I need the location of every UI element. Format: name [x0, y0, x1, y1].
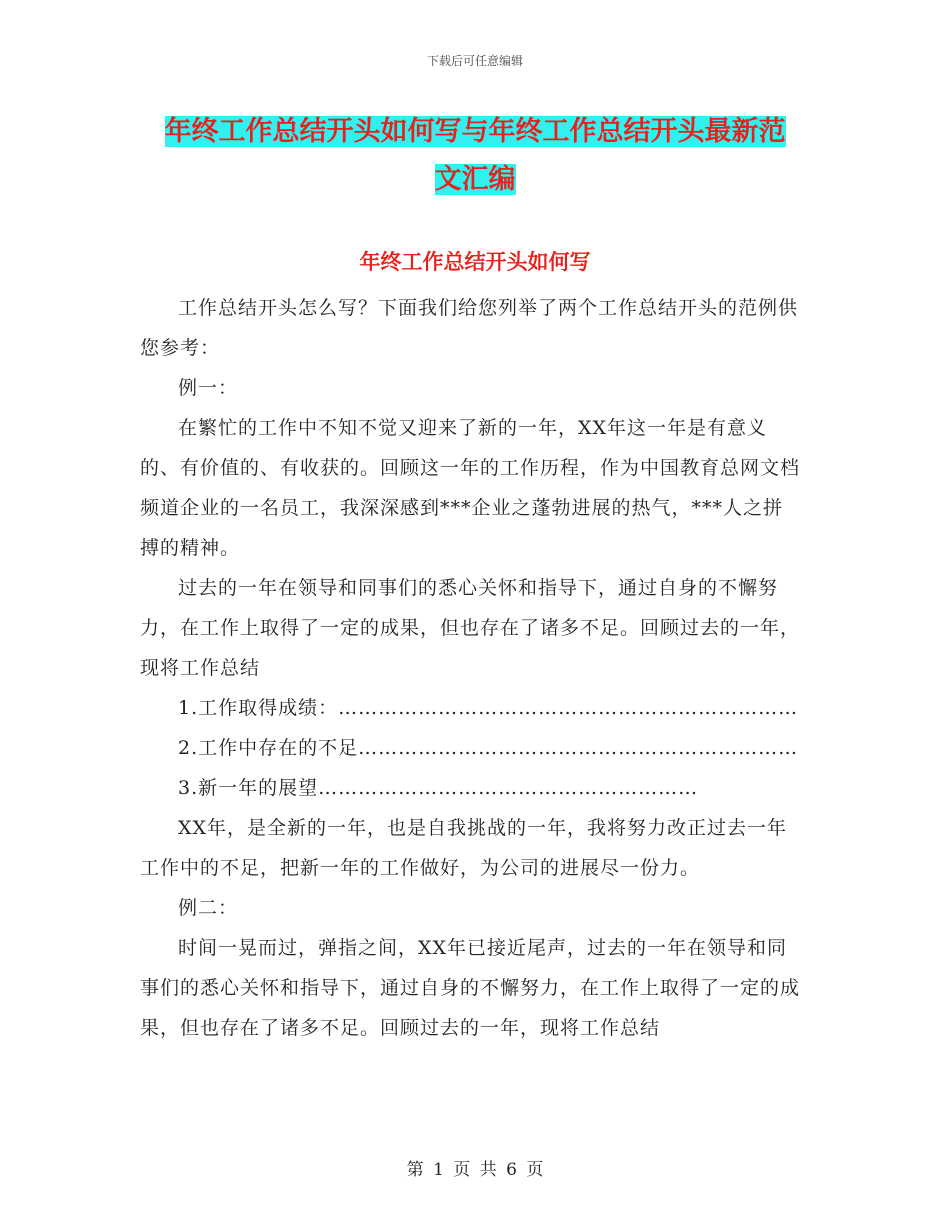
paragraph-example-2-body: 时间一晃而过，弹指之间，XX年已接近尾声，过去的一年在领导和同事们的悉心关怀和指导下，通过自身的不懈努力，在工作上取得了一定的成果，但也存在了诸多不足。回顾过去的一年，现将工作总结 — [140, 937, 801, 1039]
paragraph-example-1-label: 例一： — [178, 377, 239, 399]
title-line-2: 文汇编 — [434, 164, 516, 195]
paragraph-item-3: 3.新一年的展望………………………………………………… — [178, 777, 699, 799]
header-note: 下载后可任意编辑 — [426, 54, 523, 68]
paragraph-intro: 工作总结开头怎么写？下面我们给您列举了两个工作总结开头的范例供您参考： — [140, 297, 799, 359]
title-line-1: 年终工作总结开头如何写与年终工作总结开头最新范 — [164, 116, 786, 147]
paragraph-example-2-label: 例二： — [178, 897, 239, 919]
paragraph-example-1-body: 在繁忙的工作中不知不觉又迎来了新的一年，XX年这一年是有意义的、有价值的、有收获的。回顾这一年的工作历程，作为中国教育总网文档频道企业的一名员工，我深深感到***企业之蓬勃进展的热气，***人之拼搏的精神。 — [140, 417, 801, 559]
document-title — [0, 108, 950, 204]
paragraph-example-1-review: 过去的一年在领导和同事们的悉心关怀和指导下，通过自身的不懈努力，在工作上取得了一定的成果，但也存在了诸多不足。回顾过去的一年，现将工作总结 — [140, 577, 801, 679]
paragraph-example-1-closing: XX年，是全新的一年，也是自我挑战的一年，我将努力改正过去一年工作中的不足，把新一年的工作做好，为公司的进展尽一份力。 — [140, 817, 788, 879]
paragraph-item-2: 2.工作中存在的不足………………………………………………………… — [178, 737, 799, 759]
paragraph-item-1: 1.工作取得成绩：…………………………………………………………… — [178, 697, 799, 719]
body-text — [140, 288, 800, 1048]
page-footer: 第 1 页 共 6 页 — [406, 1160, 544, 1180]
section-title: 年终工作总结开头如何写 — [359, 249, 591, 274]
